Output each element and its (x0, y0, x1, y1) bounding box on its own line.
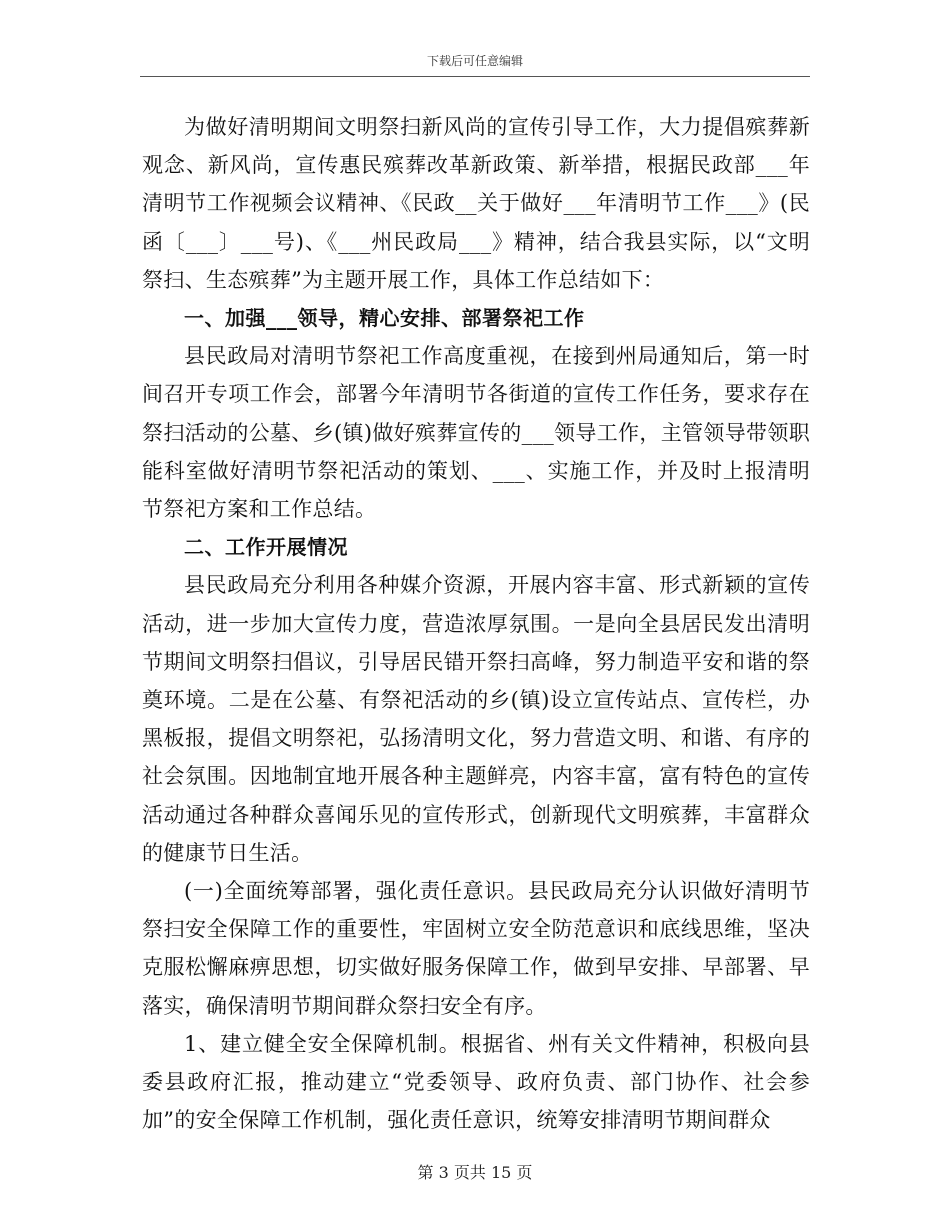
page-header: 下载后可任意编辑 (426, 54, 523, 68)
paragraph-leadership: 县民政局对清明节祭祀工作高度重视，在接到州局通知后，第一时间召开专项工作会，部署今年清明节各街道的宣传工作任务，要求存在祭扫活动的公墓、乡(镇)做好殡葬宣传的___领导工作，主管领导带领职能科室做好清明节祭祀活动的策划、___、实施工作，并及时上报清明节祭祀方案和工作总结。 (142, 344, 810, 522)
paragraph-intro: 为做好清明期间文明祭扫新风尚的宣传引导工作，大力提倡殡葬新观念、新风尚，宣传惠民殡葬改革新政策、新举措，根据民政部___年清明节工作视频会议精神、《民政__关于做好___年清明节工作___》(民函〔___〕___号)、《___州民政局___》精神，结合我县实际，以“文明祭扫、生态殡葬”为主题开展工作，具体工作总结如下： (142, 115, 810, 292)
section-heading-1: 一、加强___领导，精心安排、部署祭祀工作 (184, 306, 585, 331)
section-heading-2: 二、工作开展情况 (184, 535, 348, 560)
page-number-footer: 第 3 页共 15 页 (417, 1163, 533, 1182)
document-body (142, 108, 810, 1139)
paragraph-subsection-1: (一)全面统筹部署，强化责任意识。县民政局充分认识做好清明节祭扫安全保障工作的重要性，牢固树立安全防范意识和底线思维，坚决克服松懈麻痹思想，切实做好服务保障工作，做到早安排、早部署、早落实，确保清明节期间群众祭扫安全有序。 (142, 879, 810, 1018)
paragraph-item-1: 1、建立健全安全保障机制。根据省、州有关文件精神，积极向县委县政府汇报，推动建立“党委领导、政府负责、部门协作、社会参加”的安全保障工作机制，强化责任意识，统筹安排清明节期间群众 (142, 1031, 810, 1133)
header-divider (140, 76, 810, 77)
paragraph-work-status: 县民政局充分利用各种媒介资源，开展内容丰富、形式新颖的宣传活动，进一步加大宣传力度，营造浓厚氛围。一是向全县居民发出清明节期间文明祭扫倡议，引导居民错开祭扫高峰，努力制造平安和谐的祭奠环境。二是在公墓、有祭祀活动的乡(镇)设立宣传站点、宣传栏，办黑板报，提倡文明祭祀，弘扬清明文化，努力营造文明、和谐、有序的社会氛围。因地制宜地开展各种主题鲜亮，内容丰富，富有特色的宣传活动通过各种群众喜闻乐见的宣传形式，创新现代文明殡葬，丰富群众的健康节日生活。 (142, 573, 810, 865)
